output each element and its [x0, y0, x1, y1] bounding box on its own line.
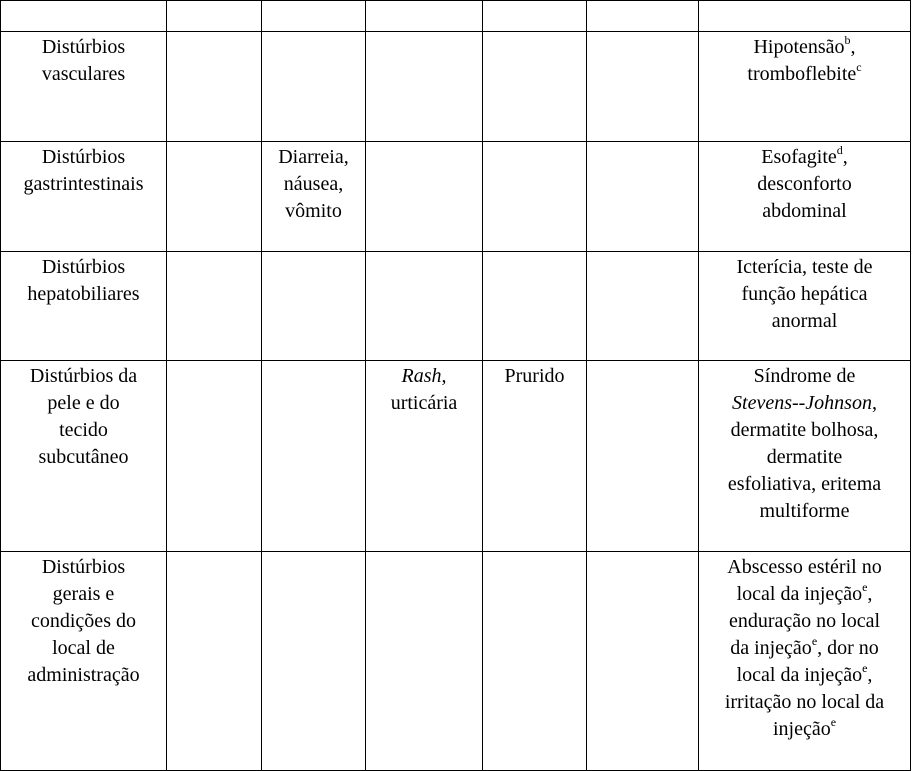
cell-line: urticária [390, 392, 458, 414]
frequency-cell [167, 361, 262, 552]
cell-line: Icterícia, teste de [736, 256, 873, 278]
frequency-cell [366, 32, 483, 142]
frequency-cell [366, 361, 483, 552]
frequency-cell [366, 142, 483, 252]
header-cell [262, 1, 366, 32]
unknown-frequency-cell [699, 552, 911, 771]
cell-line: tromboflebite$^c$ [747, 60, 862, 85]
cell-line: anormal [771, 310, 838, 332]
category-line: gerais e [52, 583, 115, 605]
frequency-cell [587, 552, 699, 771]
header-cell [699, 1, 911, 32]
frequency-cell [483, 142, 587, 252]
header-cell [167, 1, 262, 32]
cell-line: Diarreia, [278, 146, 349, 168]
italic-text: Stevens--Johnson [732, 392, 872, 414]
cell-line: local da injeção$^e$, [736, 661, 873, 686]
unknown-frequency-cell [699, 32, 911, 142]
frequency-cell [483, 32, 587, 142]
footnote-marker: e [830, 715, 837, 729]
cell-line: Prurido [504, 365, 565, 387]
unknown-frequency-cell [699, 142, 911, 252]
category-cell [1, 361, 167, 552]
category-line: Distúrbios [41, 36, 126, 58]
frequency-cell [262, 32, 366, 142]
footnote-marker: e [862, 661, 868, 675]
frequency-cell [366, 252, 483, 361]
frequency-cell [167, 32, 262, 142]
unknown-frequency-cell [699, 361, 911, 552]
category-line: condições do [31, 610, 136, 632]
cell-line: Stevens--Johnson, [732, 392, 877, 414]
category-cell [1, 142, 167, 252]
category-cell [1, 252, 167, 361]
category-cell [1, 32, 167, 142]
footnote-marker: c [856, 60, 862, 74]
footnote-marker: d [836, 143, 843, 157]
table-row [1, 252, 911, 361]
frequency-cell [483, 552, 587, 771]
category-line: Distúrbios [41, 256, 126, 278]
cell-line: Síndrome de [753, 365, 856, 387]
table-row [1, 142, 911, 252]
footnote-marker: b [844, 33, 851, 47]
frequency-cell [587, 361, 699, 552]
cell-line: irritação no local da [724, 691, 885, 713]
table-row [1, 32, 911, 142]
cell-line: Esofagite$^d$, [761, 143, 848, 168]
category-line: vasculares [41, 63, 126, 85]
cell-line: Hipotensão$^b$, [753, 33, 856, 58]
table-row [1, 361, 911, 552]
footnote-marker: e [862, 580, 868, 594]
cell-line: náusea, [283, 173, 344, 195]
category-line: administração [27, 664, 140, 686]
category-line: Distúrbios [41, 146, 126, 168]
cell-line: local da injeção$^e$, [736, 580, 873, 605]
header-cell [366, 1, 483, 32]
cell-line: injeção$^e$ [772, 715, 837, 740]
frequency-cell [483, 252, 587, 361]
category-line: pele e do [47, 392, 120, 414]
category-line: gastrintestinais [23, 173, 144, 195]
cell-line: vômito [285, 200, 342, 222]
cell-line: abdominal [762, 200, 847, 222]
cell-line: da injeção$^e$, dor no [730, 634, 879, 659]
frequency-cell [167, 252, 262, 361]
frequency-cell [587, 142, 699, 252]
frequency-cell [366, 552, 483, 771]
footnote-marker: e [811, 634, 818, 648]
cell-line: Abscesso estéril no [727, 556, 882, 578]
cell-line: enduração no local [728, 610, 881, 632]
category-line: tecido [59, 419, 108, 441]
frequency-cell [262, 552, 366, 771]
header-cell [483, 1, 587, 32]
cell-line: multiforme [759, 500, 850, 522]
category-line: Distúrbios [41, 556, 126, 578]
frequency-cell [587, 252, 699, 361]
frequency-cell [167, 142, 262, 252]
italic-text: Rash [401, 365, 442, 387]
frequency-cell [262, 252, 366, 361]
category-line: local de [52, 637, 115, 659]
cell-line: Rash, [401, 365, 447, 387]
header-cell [1, 1, 167, 32]
cell-line: dermatite bolhosa, [730, 419, 879, 441]
header-cell [587, 1, 699, 32]
category-line: hepatobiliares [27, 283, 140, 305]
frequency-cell [262, 361, 366, 552]
category-line: Distúrbios da [29, 365, 138, 387]
category-line: subcutâneo [38, 446, 129, 468]
frequency-cell [262, 142, 366, 252]
cell-line: desconforto [757, 173, 852, 195]
category-cell [1, 552, 167, 771]
cell-line: esfoliativa, eritema [727, 473, 882, 495]
table-row [1, 552, 911, 771]
frequency-cell [167, 552, 262, 771]
header-row [1, 1, 911, 32]
frequency-cell [587, 32, 699, 142]
frequency-cell [483, 361, 587, 552]
unknown-frequency-cell [699, 252, 911, 361]
cell-line: função hepática [741, 283, 868, 305]
cell-line: dermatite [766, 446, 843, 468]
